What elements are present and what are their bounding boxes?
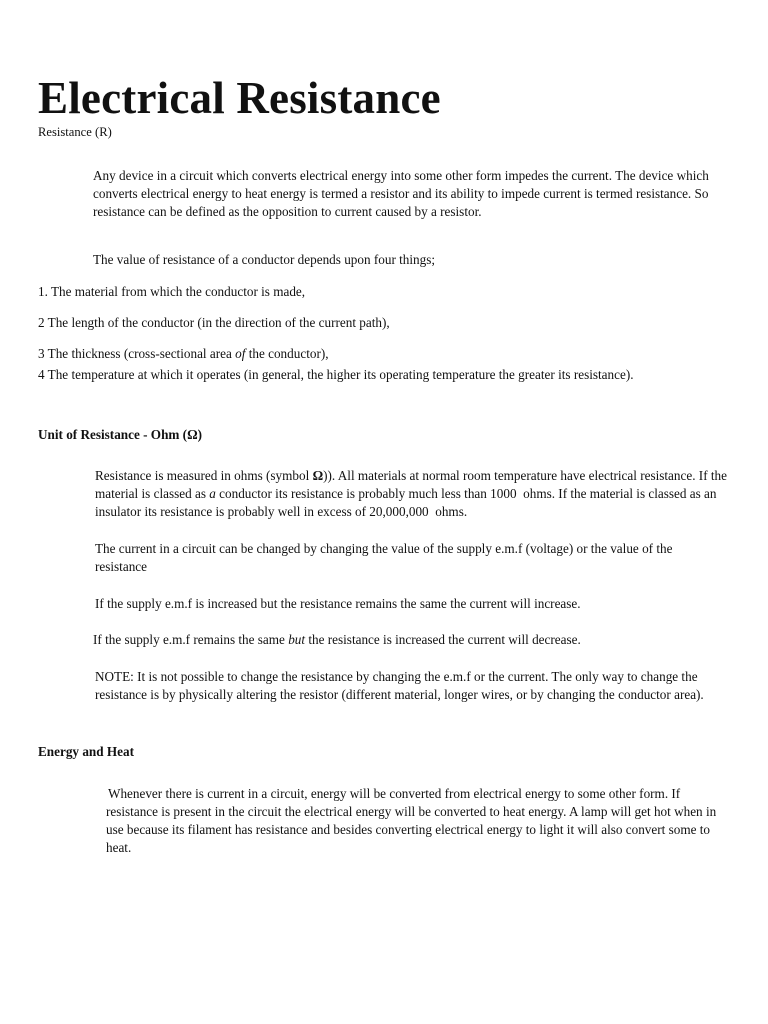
intro-paragraph: Any device in a circuit which converts electrical energy into some other form impedes the current. The device which converts electrical energy to heat energy is termed a resistor and its ability to impede current is termed resistance. So resistance can be defined as the opposition to current caused by a resistor. bbox=[93, 168, 709, 219]
page-title: Electrical Resistance bbox=[38, 73, 441, 123]
page-subtitle: Resistance (R) bbox=[38, 125, 112, 139]
list-item-length: 2 The length of the conductor (in the direction of the current path), bbox=[38, 315, 390, 330]
unit-paragraph-increase: If the supply e.m.f is increased but the resistance remains the same the current will increase. bbox=[95, 596, 581, 611]
unit-paragraph-ohms-text-3: conductor its resistance is probably much less than 1000 ohms. If the material is classed as an insulator its resistance is probably well in excess of 20,000,000 ohms. bbox=[95, 486, 717, 519]
list-item-thickness-text: 3 The thickness (cross-sectional area bbox=[38, 346, 236, 361]
intro-lead-in: The value of resistance of a conductor depends upon four things; bbox=[93, 252, 436, 267]
unit-paragraph-decrease-text-end: the resistance is increased the current will decrease. bbox=[305, 632, 581, 647]
unit-paragraph-current: The current in a circuit can be changed by changing the value of the supply e.m.f (voltage) or the value of the resistance bbox=[95, 541, 673, 574]
unit-paragraph-ohms-text-2: )). All materials at normal room temperature have electrical resistance. If the material is classed as bbox=[95, 468, 727, 501]
list-item-thickness-text-end: the conductor), bbox=[245, 346, 329, 361]
list-item-material: 1. The material from which the conductor is made, bbox=[38, 284, 306, 299]
unit-paragraph-note: NOTE: It is not possible to change the resistance by changing the e.m.f or the current. The only way to change the resistance is by physically altering the resistor (different material, longer wires, or by changing the conductor area). bbox=[95, 669, 704, 702]
unit-paragraph-decrease bbox=[93, 631, 581, 649]
ohm-symbol: Ω bbox=[312, 468, 324, 483]
section-heading-unit: Unit of Resistance - Ohm (Ω) bbox=[38, 427, 203, 442]
list-item-thickness-italic: of bbox=[235, 346, 246, 361]
unit-paragraph-ohms bbox=[95, 467, 745, 521]
list-item-temperature: 4 The temperature at which it operates (in general, the higher its operating temperature the greater its resistance). bbox=[38, 367, 634, 382]
unit-paragraph-decrease-italic: but bbox=[288, 632, 306, 647]
unit-paragraph-ohms-italic: a bbox=[209, 486, 216, 501]
list-item-thickness bbox=[38, 345, 329, 363]
unit-paragraph-ohms-text: Resistance is measured in ohms (symbol bbox=[95, 468, 313, 483]
section-heading-energy: Energy and Heat bbox=[38, 744, 134, 759]
unit-paragraph-decrease-text: If the supply e.m.f remains the same bbox=[93, 632, 289, 647]
energy-paragraph: Whenever there is current in a circuit, energy will be converted from electrical energy to some other form. If resistance is present in the circuit the electrical energy will be converted to heat energy. A lamp will get hot when in use because its filament has resistance and besides converting electrical energy to light it will also convert some to heat. bbox=[106, 786, 717, 855]
